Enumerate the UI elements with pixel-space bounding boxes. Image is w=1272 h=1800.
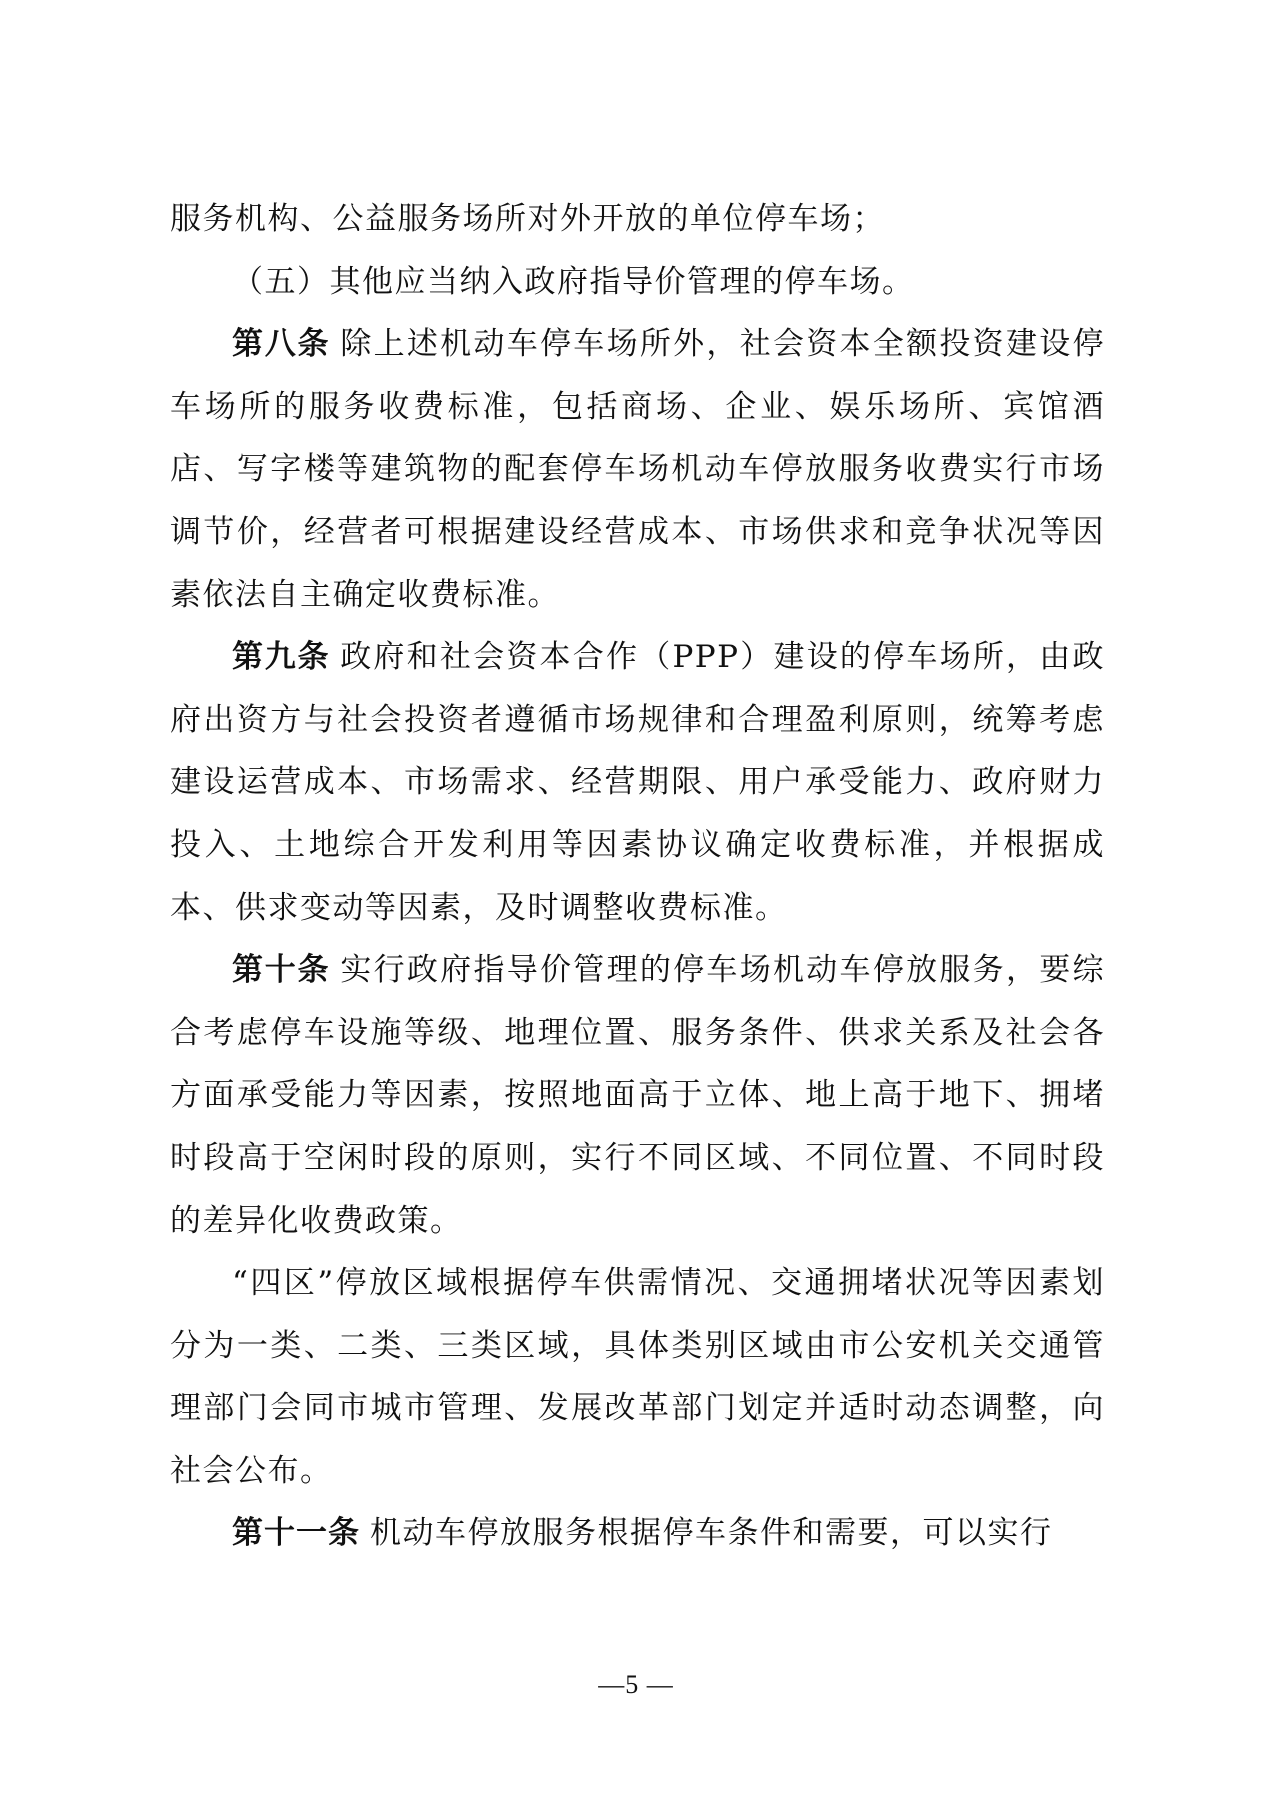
article-heading: 第八条 <box>232 326 331 363</box>
page-number: —5 — <box>598 1670 674 1699</box>
article-heading: 第九条 <box>232 639 331 676</box>
paragraph-text: 实行政府指导价管理的停车场机动车停放服务，要综合考虑停车设施等级、地理位置、服务条件、供求关系及社会各方面承受能力等因素，按照地面高于立体、地上高于地下、拥堵时段高于空闲时段的原则，实行不同区域、不同位置、不同时段的差异化收费政策。 <box>170 952 1106 1239</box>
paragraph-article-9 <box>170 626 1105 939</box>
paragraph-text: “四区”停放区域根据停车供需情况、交通拥堵状况等因素划分为一类、二类、三类区域，具体类别区域由市公安机关交通管理部门会同市城市管理、发展改革部门划定并适时动态调整，向社会公布。 <box>170 1265 1105 1489</box>
document-body <box>170 188 1105 1565</box>
paragraph-continuation <box>170 188 1105 251</box>
paragraph-four-districts <box>170 1252 1105 1502</box>
paragraph-text: （五）其他应当纳入政府指导价管理的停车场。 <box>232 263 915 300</box>
paragraph-text: 政府和社会资本合作（PPP）建设的停车场所，由政府出资方与社会投资者遵循市场规律和合理盈利原则，统筹考虑建设运营成本、市场需求、经营期限、用户承受能力、政府财力投入、土地综合开发利用等因素协议确定收费标准，并根据成本、供求变动等因素，及时调整收费标准。 <box>170 639 1106 926</box>
article-heading: 第十一条 <box>232 1515 360 1552</box>
paragraph-article-11 <box>170 1502 1105 1565</box>
paragraph-text: 除上述机动车停车场所外，社会资本全额投资建设停车场所的服务收费标准，包括商场、企业、娱乐场所、宾馆酒店、写字楼等建筑物的配套停车场机动车停放服务收费实行市场调节价，经营者可根据建设经营成本、市场供求和竞争状况等因素依法自主确定收费标准。 <box>170 326 1106 613</box>
paragraph-article-10 <box>170 939 1105 1252</box>
article-heading: 第十条 <box>232 952 331 989</box>
paragraph-item-5 <box>170 251 1105 314</box>
paragraph-article-8 <box>170 313 1105 626</box>
paragraph-text: 机动车停放服务根据停车条件和需要，可以实行 <box>370 1515 1053 1552</box>
paragraph-text: 服务机构、公益服务场所对外开放的单位停车场； <box>170 201 885 237</box>
